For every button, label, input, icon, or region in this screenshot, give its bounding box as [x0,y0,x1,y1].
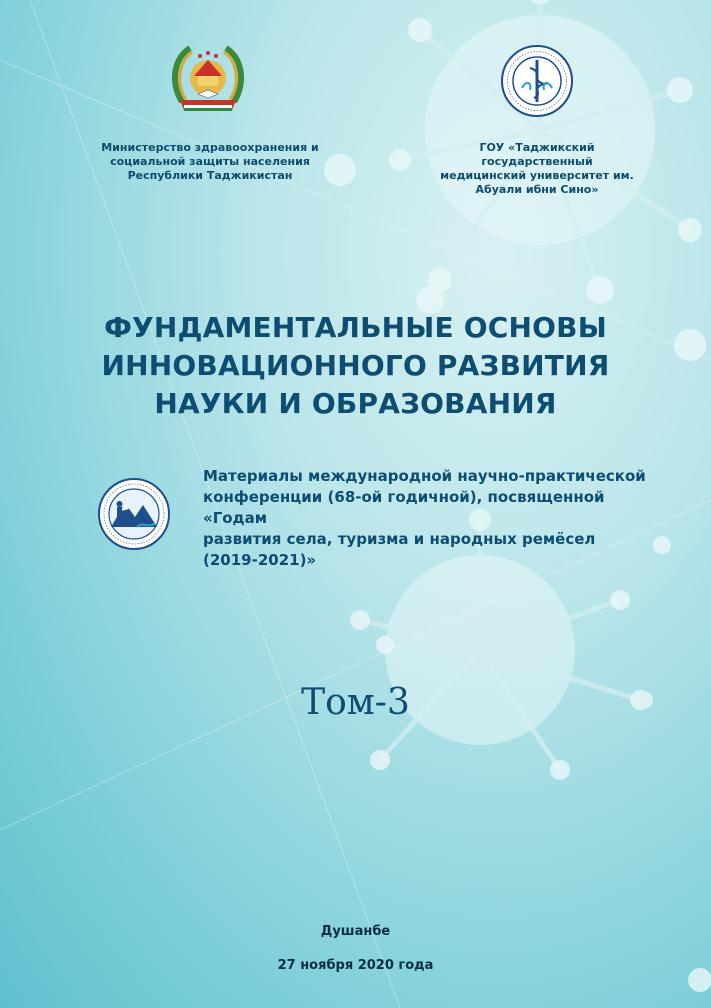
title-line: ИННОВАЦИОННОГО РАЗВИТИЯ [101,349,610,382]
publication-date: 27 ноября 2020 года [277,958,434,973]
publication-city: Душанбе [320,924,391,939]
description-line: конференции (68-ой годичной), посвященной «Годам [203,488,605,527]
description-line: развития села, туризма и народных ремёсел [203,530,596,548]
ministry-line: социальной защиты населения [110,155,310,168]
description-line: Материалы международной научно-практической [203,467,646,485]
university-line: медицинский университет им. [440,169,634,182]
university-emblem-icon [500,44,574,118]
conference-emblem-icon [97,477,171,551]
book-title [0,309,711,423]
ministry-line: Республики Таджикистан [127,169,293,182]
university-line: ГОУ «Таджикский государственный [479,141,595,168]
title-line: НАУКИ И ОБРАЗОВАНИЯ [154,387,557,420]
university-line: Абуали ибни Сино» [475,183,599,196]
ministry-name [95,141,325,183]
tajikistan-emblem-icon [168,42,248,120]
description-line: (2019-2021)» [203,551,317,569]
ministry-line: Министерство здравоохранения и [101,141,319,154]
volume-number: Том-3 [301,682,410,723]
university-name [422,141,652,197]
conference-description [203,466,663,571]
title-line: ФУНДАМЕНТАЛЬНЫЕ ОСНОВЫ [104,311,607,344]
